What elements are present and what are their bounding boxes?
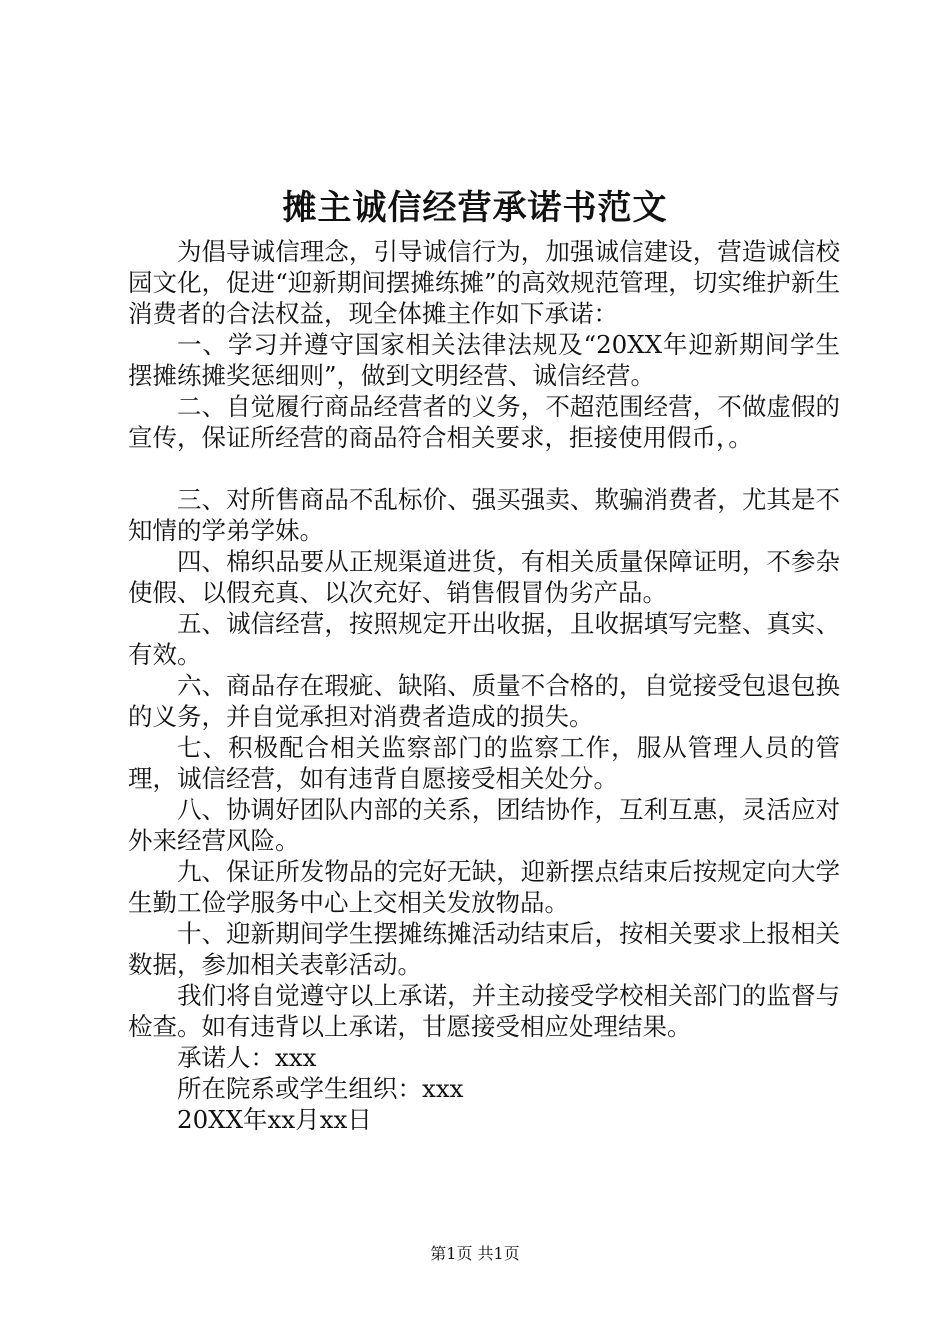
clause-8: 八、协调好团队内部的关系，团结协作，互利互惠，灵活应对外来经营风险。 <box>128 795 840 855</box>
promisor-line: 承诺人：xxx <box>177 1043 317 1072</box>
intro-paragraph: 为倡导诚信理念，引导诚信行为，加强诚信建设，营造诚信校园文化，促进“迎新期间摆摊练摊”的高效规范管理，切实维护新生消费者的合法权益，现全体摊主作如下承诺： <box>128 237 840 328</box>
page-title: 摊主诚信经营承诺书范文 <box>282 188 668 228</box>
organization-line: 所在院系或学生组织：xxx <box>177 1074 464 1103</box>
date-line: 20XX年xx月xx日 <box>177 1105 372 1134</box>
closing-paragraph: 我们将自觉遵守以上承诺，并主动接受学校相关部门的监督与检查。如有违背以上承诺，甘愿接受相应处理结果。 <box>128 981 840 1041</box>
clause-10: 十、迎新期间学生摆摊练摊活动结束后，按相关要求上报相关数据，参加相关表彰活动。 <box>128 919 840 979</box>
clause-6: 六、商品存在瑕疵、缺陷、质量不合格的，自觉接受包退包换的义务，并自觉承担对消费者造成的损失。 <box>128 671 840 731</box>
clause-7: 七、积极配合相关监察部门的监察工作，服从管理人员的管理，诚信经营，如有违背自愿接受相关处分。 <box>128 733 840 793</box>
document-body <box>128 236 840 1135</box>
clause-2: 二、自觉履行商品经营者的义务，不超范围经营，不做虚假的宣传，保证所经营的商品符合相关要求，拒接使用假币，。 <box>128 392 840 452</box>
clause-4: 四、棉织品要从正规渠道进货，有相关质量保障证明，不参杂使假、以假充真、以次充好、销售假冒伪劣产品。 <box>128 547 840 607</box>
clause-9: 九、保证所发物品的完好无缺，迎新摆点结束后按规定向大学生勤工俭学服务中心上交相关发放物品。 <box>128 857 840 917</box>
page-footer: 第1页 共1页 <box>430 1244 520 1263</box>
clause-3: 三、对所售商品不乱标价、强买强卖、欺骗消费者，尤其是不知情的学弟学妹。 <box>128 485 840 545</box>
clause-5: 五、诚信经营，按照规定开出收据，且收据填写完整、真实、有效。 <box>128 609 840 669</box>
clause-1: 一、学习并遵守国家相关法律法规及“20XX年迎新期间学生摆摊练摊奖惩细则”，做到文明经营、诚信经营。 <box>128 330 840 390</box>
